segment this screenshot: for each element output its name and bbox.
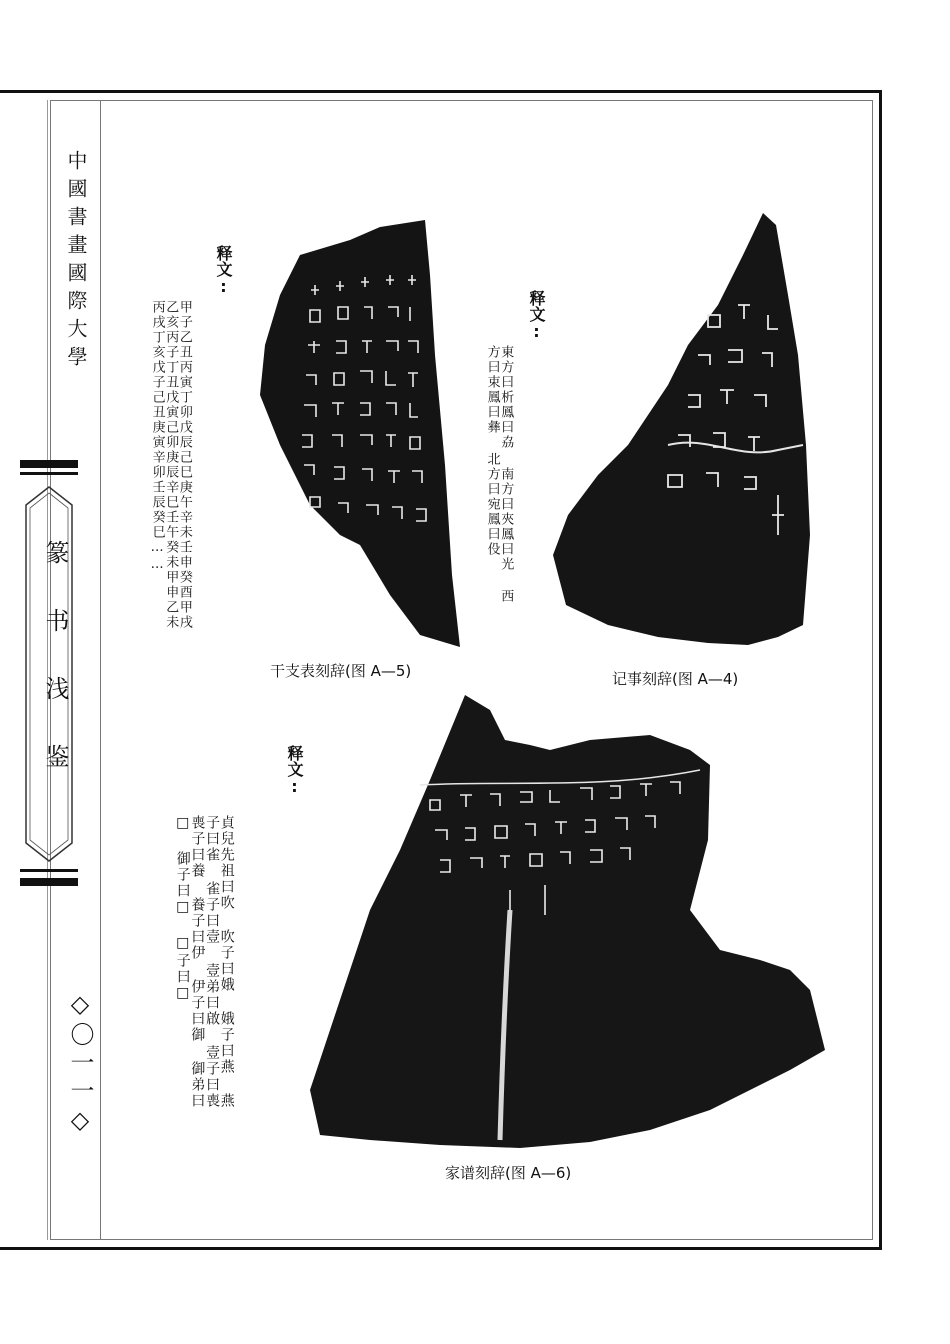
transcription-line: 丙戌丁亥戊子己丑庚寅辛卯壬辰癸巳…… <box>149 300 165 574</box>
transcription-line: 雀子曰壹 <box>204 881 221 945</box>
oracle-bone-rubbing-a5 <box>240 215 465 655</box>
transcription-line: □子曰□ <box>174 935 191 1003</box>
transcription-line: 御子曰□ <box>174 851 191 917</box>
transcription-line: 貞兒先祖曰吹 <box>218 815 235 911</box>
transcription-line: 乙亥丙子丁丑戊寅己卯庚辰辛巳壬午癸未甲申乙未 <box>163 300 179 630</box>
transcription-line: 壹子曰喪 <box>204 1045 221 1109</box>
series-title: 中國書畫國際大學 <box>64 150 88 374</box>
transcription-label-a4: 释文: <box>527 290 546 341</box>
transcription-a4 <box>485 345 512 605</box>
sidebar-band-top <box>20 460 78 468</box>
transcription-line: 甲子乙丑丙寅丁卯戊辰己巳庚午辛未壬申癸酉甲戌 <box>176 300 192 630</box>
transcription-a5 <box>150 300 191 650</box>
transcription-line: 喪子曰養 <box>189 815 206 879</box>
transcription-a6 <box>175 815 234 1115</box>
transcription-line: 燕子曰雀 <box>204 815 235 1109</box>
caption-a4: 记事刻辞(图 A—4) <box>612 670 739 688</box>
caption-a6: 家谱刻辞(图 A—6) <box>445 1164 572 1182</box>
transcription-line: 吹子曰娥 <box>218 929 235 993</box>
page-number: ◇〇一一◇ <box>66 990 94 1138</box>
transcription-line: 西方曰束鳳曰彝 <box>484 345 514 604</box>
transcription-line: 東方曰析鳳曰劦 <box>498 345 514 450</box>
oracle-bone-rubbing-a4 <box>548 205 813 655</box>
transcription-line: 北方曰宛鳳曰伇 <box>484 452 500 557</box>
transcription-line: 御弟曰□ <box>174 815 206 1109</box>
sidebar-band-top-thin <box>20 472 78 475</box>
transcription-line: 南方曰夾鳳曰光 <box>498 467 514 572</box>
book-title: 篆书浅鉴 <box>41 540 69 812</box>
caption-a5: 干支表刻辞(图 A—5) <box>270 662 412 680</box>
transcription-line: 伊子曰御 <box>189 979 206 1043</box>
transcription-line: 壹弟曰啟 <box>204 963 221 1027</box>
transcription-label-a5: 释文: <box>214 245 233 296</box>
transcription-line: 娥子曰燕 <box>218 1011 235 1075</box>
sidebar-band-bottom <box>20 878 78 886</box>
transcription-line: 養子曰伊 <box>189 897 206 961</box>
transcription-label-a6: 释文: <box>285 745 304 796</box>
sidebar-divider <box>100 100 101 1240</box>
sidebar-band-bottom-thin <box>20 869 78 872</box>
oracle-bone-rubbing-a6 <box>290 690 830 1155</box>
